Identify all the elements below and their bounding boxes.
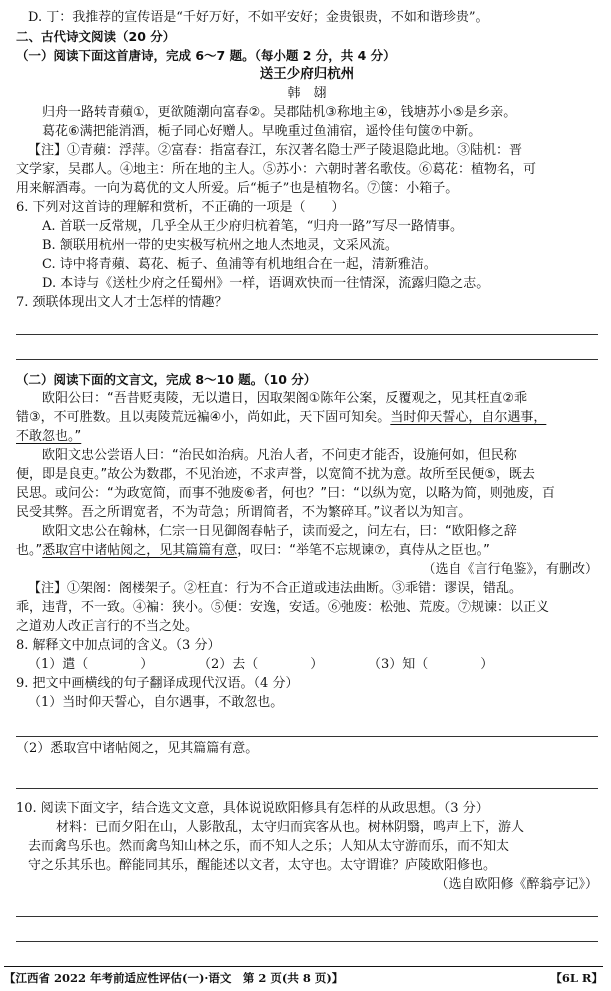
- passage-text: 也。”: [16, 543, 43, 558]
- option-c: C. 诗中将青蘋、葛花、栀子、鱼浦等有机地组合在一起，清新雅洁。: [42, 257, 437, 272]
- passage-line: [16, 427, 598, 446]
- question-8-blanks: [16, 655, 598, 674]
- passage-text: ，叹曰：“举笔不忘规谏⑦，真侍从之臣也。”: [237, 543, 490, 558]
- question-8: 8. 解释文中加点词的含义。（3 分）: [16, 638, 221, 653]
- blank-3[interactable]: （3）知（ ）: [368, 657, 494, 672]
- question-9-part-2: （2）悉取宫中诸帖阅之，见其篇篇有意。: [16, 741, 259, 756]
- underlined-sentence: 当时仰天誓心，自尔遇事，: [390, 410, 547, 425]
- question-9-part-1: （1）当时仰天誓心，自尔遇事，不敢忽也。: [28, 695, 284, 710]
- poem-author: 韩 翃: [287, 86, 327, 101]
- passage-text: 错③，不可胜数。且以夷陵荒远褊④小，尚如此，天下固可知矣。: [16, 410, 391, 425]
- option-d-line: D. 丁：我推荐的宣传语是“千好万好，不如平安好；金贵银贵，不如和谐珍贵”。: [28, 10, 489, 25]
- answer-line[interactable]: [16, 712, 598, 737]
- answer-line[interactable]: [16, 337, 598, 360]
- note-line: 乖，违背，不一致。④褊：狭小。⑤便：安逸，安适。⑥弛废：松弛、荒废。⑦规谏：以正义: [16, 600, 550, 615]
- poem-line: 葛花⑥满把能消酒，栀子同心好赠人。早晚重过鱼浦宿，遥怜佳句箧⑦中新。: [42, 124, 482, 139]
- note-line: 【注】①青蘋：浮萍。②富春：指富春江，东汉著名隐士严子陵退隐此地。③陆机：晋: [28, 143, 523, 158]
- passage-line: [16, 408, 598, 427]
- passage-line: 欧阳文忠公在翰林，仁宗一日见御阁春帖子，读而爱之，问左右，曰：“欧阳修之辞: [42, 524, 517, 539]
- blank-2[interactable]: （2）去（ ）: [198, 657, 324, 672]
- question-6: 6. 下列对这首诗的理解和赏析，不正确的一项是（ ）: [16, 200, 345, 215]
- answer-line[interactable]: [16, 919, 598, 942]
- material-line: 守之乐其乐也。醉能同其乐，醒能述以文者，太守也。太守谓谁？庐陵欧阳修也。: [28, 858, 497, 873]
- passage-line: [16, 541, 598, 560]
- passage-line: 便，即是良吏。”故公为数郡，不见治迹，不求声誉，以宽简不扰为意。故所至民便⑤，既去: [16, 467, 535, 482]
- footer-info: 【江西省 2022 年考前适应性评估(一)·语文 第 2 页(共 8 页)】: [4, 970, 344, 985]
- poem-line: 归舟一路转青蘋①，更欲随潮向富春②。吴郡陆机③称地主④，钱塘苏小⑤是乡亲。: [42, 105, 517, 120]
- page-footer: [4, 966, 603, 989]
- option-d: D. 本诗与《送杜少府之任蜀州》一样，语调欢快而一往情深，流露归隐之志。: [42, 276, 490, 291]
- note-line: 用来解酒毒。一向为葛优的文人所爱。后“栀子”也是植物名。⑦箧：小箱子。: [16, 181, 459, 196]
- answer-line[interactable]: [16, 312, 598, 335]
- section-heading: 二、古代诗文阅读（20 分）: [16, 29, 176, 44]
- material-line: 材料：已而夕阳在山，人影散乱，太守归而宾客从也。树林阴翳，鸣声上下，游人: [56, 820, 525, 835]
- answer-line[interactable]: [16, 894, 598, 917]
- question-10: 10. 阅读下面文字，结合选文文意，具体说说欧阳修具有怎样的从政思想。（3 分）: [16, 801, 489, 816]
- option-a: A. 首联一反常规，几乎全从王少府归杭着笔，“归舟一路”写尽一路情事。: [42, 219, 463, 234]
- underlined-sentence: 不敢忽也。”: [16, 429, 82, 444]
- passage-line: 民思。或问公：“为政宽简，而事不弛废⑥者，何也？”曰：“以纵为宽，以略为简，则弛废，百: [16, 486, 555, 501]
- question-9: 9. 把文中画横线的句子翻译成现代汉语。（4 分）: [16, 676, 299, 691]
- note-line: 文学家，吴郡人。④地主：所在地的主人。⑤苏小：六朝时著名歌伎。⑥葛花：植物名，可: [16, 162, 537, 177]
- answer-line[interactable]: [16, 758, 598, 789]
- subsection-heading: （二）阅读下面的文言文，完成 8～10 题。（10 分）: [16, 372, 317, 387]
- source-citation: （选自《言行龟鉴》，有删改）: [422, 562, 598, 577]
- option-b: B. 颔联用杭州一带的史实极写杭州之地人杰地灵，文采风流。: [42, 238, 398, 253]
- material-line: 去而禽鸟乐也。然而禽鸟知山林之乐，而不知人之乐；人知从太守游而乐，而不知太: [28, 839, 510, 854]
- note-line: 之道劝人改正言行的不当之处。: [16, 619, 199, 634]
- blank-1[interactable]: （1）遣（ ）: [28, 657, 154, 672]
- note-line: 【注】①架阁：阁楼架子。②枉直：行为不合正道或违法曲断。③乖错：谬误，错乱。: [28, 581, 523, 596]
- exam-page: [16, 8, 598, 944]
- subsection-heading: （一）阅读下面这首唐诗，完成 6～7 题。（每小题 2 分，共 4 分）: [16, 48, 396, 63]
- passage-line: 民受其弊。吾之所谓宽者，不为苛急；所谓简者，不为繁碎耳。”议者以为知言。: [16, 505, 472, 520]
- question-7: 7. 颈联体现出文人才士怎样的情趣？: [16, 295, 228, 310]
- passage-line: 欧阳文忠公尝语人曰：“治民如治病。凡治人者，不问吏才能否，设施何如，但民称: [42, 448, 517, 463]
- passage-line: 欧阳公曰：“吾昔贬夷陵，无以遣日，因取架阁①陈年公案，反覆观之，见其枉直②乖: [42, 391, 528, 406]
- source-citation: （选自欧阳修《醉翁亭记》）: [435, 877, 598, 892]
- underlined-sentence: 悉取宫中诸帖阅之，见其篇篇有意: [42, 543, 238, 558]
- poem-title: 送王少府归杭州: [259, 66, 355, 82]
- footer-code: 【6L R】: [550, 970, 603, 985]
